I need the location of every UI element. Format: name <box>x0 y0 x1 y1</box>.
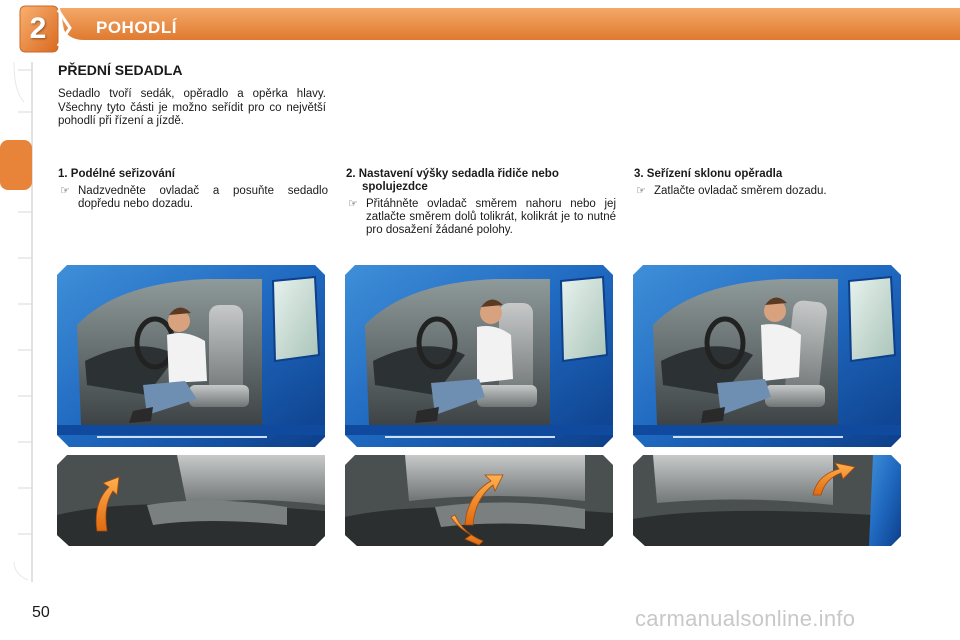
instruction-text-1: Nadzvedněte ovladač a posuňte sedadlo dopředu nebo dozadu. <box>78 185 328 210</box>
instruction-text-2: Přitáhněte ovladač směrem nahoru nebo jej zatlačte směrem dolů tolikrát, kolikrát je to nutné pro dosažení žádané polohy. <box>366 198 616 236</box>
section-title: PŘEDNÍ SEDADLA <box>58 62 183 78</box>
intro-paragraph: Sedadlo tvoří sedák, opěradlo a opěrka hlavy. Všechny tyto části je možno seřídit pro co největší pohodlí při řízení a jízdě. <box>58 88 326 127</box>
photo-seat-height-adjustment <box>345 265 615 447</box>
pointing-hand-icon: ☞ <box>348 198 358 210</box>
page-number: 50 <box>32 604 50 621</box>
chapter-number: 2 <box>29 12 47 45</box>
instruction-heading-3: 3. Seřízení sklonu opěradla <box>634 168 783 180</box>
photo-seat-fore-aft-adjustment <box>57 265 327 447</box>
photo-seat-backrest-adjustment <box>633 265 903 447</box>
instruction-column-2 <box>346 168 616 237</box>
instruction-column-3 <box>634 168 904 198</box>
chapter-side-tabs[interactable] <box>0 62 34 582</box>
detail-backrest-lever <box>633 455 903 546</box>
pointing-hand-icon: ☞ <box>636 185 646 197</box>
chapter-title: POHODLÍ <box>96 18 177 37</box>
detail-height-lever <box>345 455 615 546</box>
instruction-column-1 <box>58 168 328 211</box>
detail-fore-aft-lever <box>57 455 327 546</box>
instruction-text-3: Zatlačte ovladač směrem dozadu. <box>654 185 827 197</box>
instruction-heading-2: 2. Nastavení výšky sedadla řidiče nebo spolujezdce <box>346 168 559 193</box>
pointing-hand-icon: ☞ <box>60 185 70 197</box>
instruction-heading-1: 1. Podélné seřizování <box>58 168 175 180</box>
watermark: carmanualsonline.info <box>635 606 856 631</box>
